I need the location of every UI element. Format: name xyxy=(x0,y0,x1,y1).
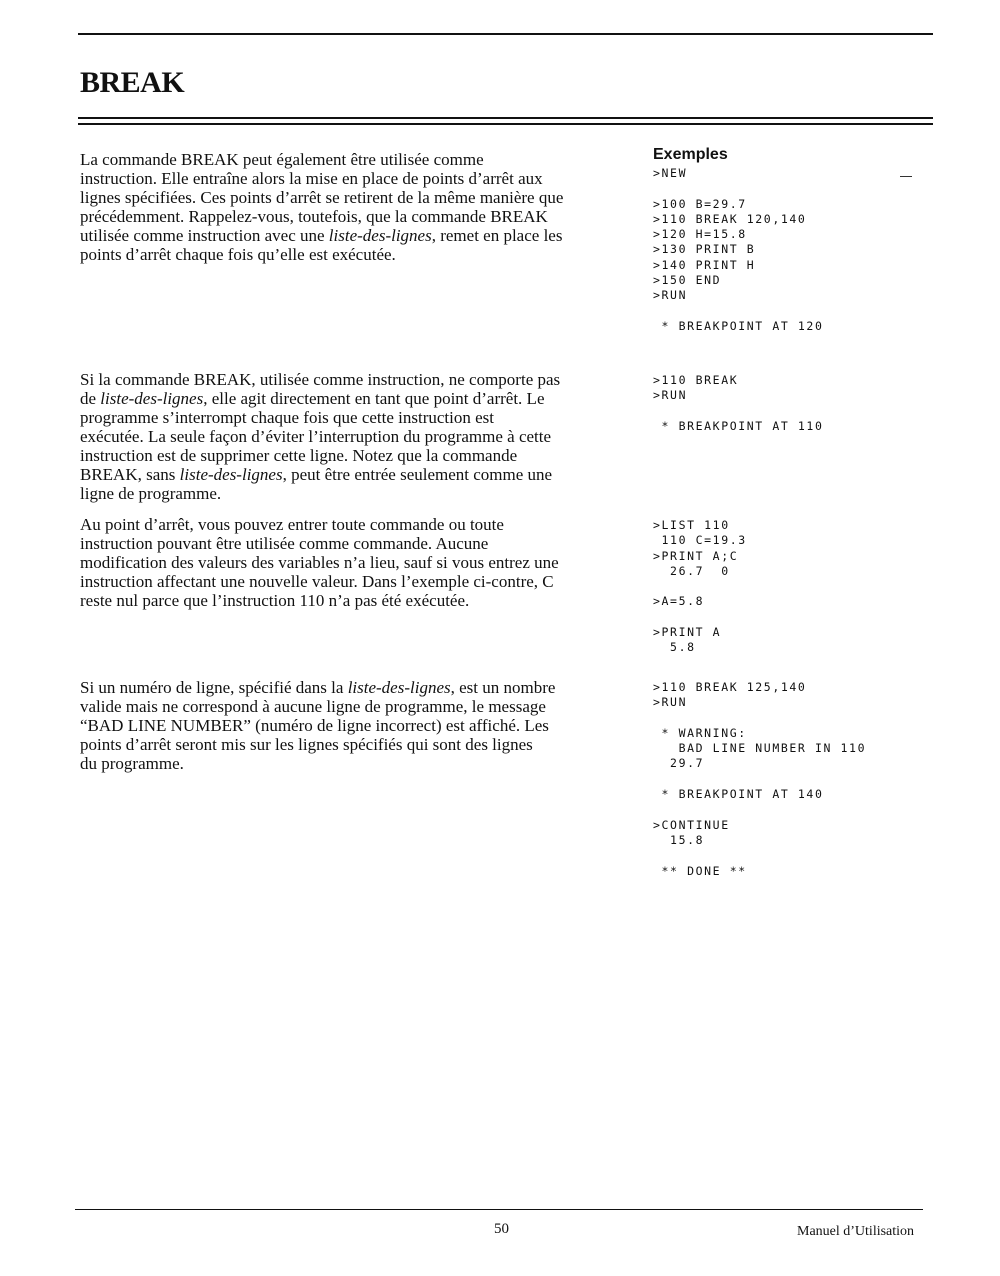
paragraph-bad-line-number: Si un numéro de ligne, spécifié dans la liste-des-lignes, est un nombre valide mais ne correspond à aucune ligne de programme, le message “BAD LINE NUMBER” (numéro de ligne incorrect) est affiché. Les points d’arrêt seront mis sur les lignes spécifiés qui sont des lignes du programme. xyxy=(80,678,556,773)
code-example-2: >110 BREAK >RUN * BREAKPOINT AT 110 xyxy=(653,373,824,433)
liste-des-lignes-term: liste-des-lignes xyxy=(179,465,283,484)
liste-des-lignes-term: liste-des-lignes xyxy=(347,678,451,697)
title-double-rule xyxy=(78,117,933,125)
code-example-4: >110 BREAK 125,140 >RUN * WARNING: BAD LINE NUMBER IN 110 29.7 * BREAKPOINT AT 140 >CONTINUE 15.8 ** DONE ** xyxy=(653,680,867,878)
examples-heading: Exemples xyxy=(653,146,728,163)
code-example-1: >NEW >100 B=29.7 >110 BREAK 120,140 >120 H=15.8 >130 PRINT B >140 PRINT H >150 END >RUN * BREAKPOINT AT 120 xyxy=(653,166,824,333)
page-number: 50 xyxy=(494,1221,509,1237)
liste-des-lignes-term: liste-des-lignes xyxy=(100,389,204,408)
top-rule xyxy=(78,33,933,35)
paragraph-at-breakpoint: Au point d’arrêt, vous pouvez entrer toute commande ou toute instruction pouvant être utilisée comme commande. Aucune modification des valeurs des variables n’a lieu, sauf si vous entrez une instruction affectant une nouvelle valeur. Dans l’exemple ci-contre, C reste nul parce que l’instruction 110 n’a pas été exécutée. xyxy=(80,515,559,610)
manual-title: Manuel d’Utilisation xyxy=(797,1224,915,1239)
paragraph-intro: La commande BREAK peut également être utilisée comme instruction. Elle entraîne alors la mise en place de points d’arrêt aux lignes spécifiées. Ces points d’arrêt se retirent de la même manière que précédemment. Rappelez-vous, toutefois, que la commande BREAK utilisée comme instruction avec une liste-des-lignes, remet en place les points d’arrêt chaque fois qu’elle est exécutée. xyxy=(80,150,564,264)
liste-des-lignes-term: liste-des-lignes xyxy=(328,226,432,245)
page-title: BREAK xyxy=(80,66,185,99)
margin-dash xyxy=(900,176,912,177)
code-example-3: >LIST 110 110 C=19.3 >PRINT A;C 26.7 0 >A=5.8 >PRINT A 5.8 xyxy=(653,518,747,655)
paragraph-no-list: Si la commande BREAK, utilisée comme instruction, ne comporte pas de liste-des-lignes, elle agit directement en tant que point d’arrêt. Le programme s’interrompt chaque fois que cette instruction est exécutée. La seule façon d’éviter l’interruption du programme à cette instruction est de supprimer cette ligne. Notez que la commande BREAK, sans liste-des-lignes, peut être entrée seulement comme une ligne de programme. xyxy=(80,370,561,503)
footer-rule xyxy=(75,1209,923,1210)
